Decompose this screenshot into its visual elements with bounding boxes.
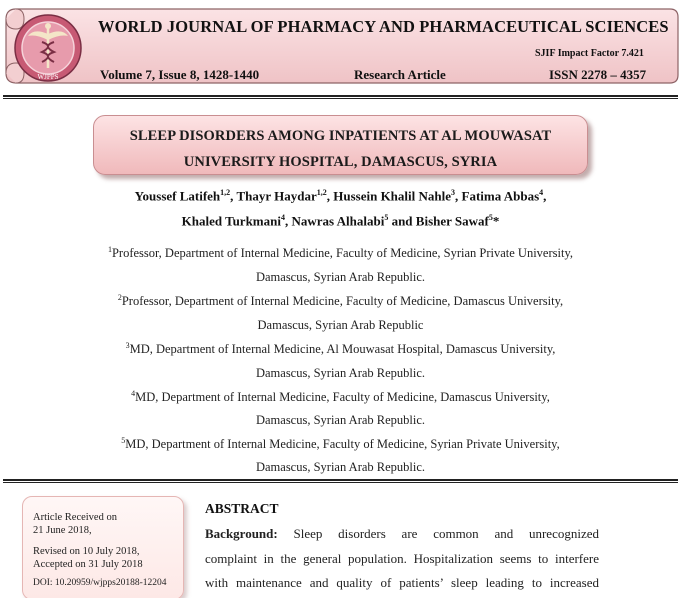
author-separator: and — [388, 213, 416, 229]
affiliation-sup: 2 — [117, 293, 122, 302]
article-type: Research Article — [354, 67, 446, 82]
article-title-box — [93, 115, 588, 175]
author-name: Bisher Sawaf — [415, 213, 489, 229]
article-title-line-1: SLEEP DISORDERS AMONG INPATIENTS AT AL MOUWASAT — [129, 128, 552, 144]
author-name: Nawras Alhalabi — [291, 213, 385, 229]
header-divider — [3, 95, 678, 97]
received-label: Article Received on — [33, 512, 117, 523]
author-separator: * — [492, 213, 500, 229]
author-affil-sup: 3 — [451, 188, 455, 197]
author-line-2 — [0, 213, 681, 229]
author-affil-sup: 1,2 — [220, 188, 231, 197]
journal-header — [2, 5, 679, 86]
author-separator: , — [543, 188, 547, 204]
abstract-line-3: with maintenance and quality of patients’ sleep leading to increased — [205, 575, 599, 590]
affiliation-text: MD, Department of Internal Medicine, Al Mouwasat Hospital, Damascus University, — [129, 342, 556, 357]
affiliation-text: Professor, Department of Internal Medicine, Faculty of Medicine, Syrian Private University, — [111, 246, 574, 261]
header-divider-thin — [3, 98, 678, 99]
author-separator: , — [455, 188, 462, 204]
author-affil-sup: 5 — [384, 213, 389, 222]
article-title-line-2: UNIVERSITY HOSPITAL, DAMASCUS, SYRIA — [183, 154, 498, 170]
author-affil-sup: 4 — [280, 213, 285, 222]
affiliation-1 — [0, 245, 681, 261]
accepted-date: Accepted on 31 July 2018 — [33, 559, 143, 570]
received-date: 21 June 2018, — [33, 525, 92, 536]
author-name: Thayr Haydar — [236, 188, 317, 204]
affiliation-3 — [0, 341, 681, 357]
section-divider — [3, 479, 678, 481]
author-name: Fatima Abbas — [461, 188, 540, 204]
author-affil-sup: 1,2 — [316, 188, 327, 197]
affiliation-4 — [0, 389, 681, 405]
affiliation-sup: 5 — [121, 436, 126, 445]
abstract-line-2: complaint in the general population. Hospitalization seems to interfere — [205, 551, 599, 566]
affiliation-text: MD, Department of Internal Medicine, Faculty of Medicine, Damascus University, — [135, 390, 550, 405]
affiliation-sup: 3 — [125, 341, 130, 350]
affiliation-2 — [0, 293, 681, 309]
affiliation-2-line-2: Damascus, Syrian Arab Republic — [257, 318, 424, 332]
affiliation-1-line-2: Damascus, Syrian Arab Republic. — [255, 270, 426, 284]
section-divider-thin — [3, 482, 678, 483]
author-affil-sup: 4 — [539, 188, 544, 197]
volume-issue-pages: Volume 7, Issue 8, 1428-1440 — [100, 67, 260, 82]
affiliation-sup: 4 — [131, 389, 136, 398]
issn: ISSN 2278 – 4357 — [549, 67, 647, 82]
svg-text:WJPPS: WJPPS — [37, 73, 59, 81]
affiliation-5-line-2: Damascus, Syrian Arab Republic. — [255, 460, 426, 474]
affiliation-5 — [0, 436, 681, 452]
affiliation-text: MD, Department of Internal Medicine, Faculty of Medicine, Syrian Private University, — [125, 437, 560, 452]
author-line-1 — [0, 188, 681, 204]
impact-factor: SJIF Impact Factor 7.421 — [535, 48, 644, 59]
affiliation-4-line-2: Damascus, Syrian Arab Republic. — [255, 413, 426, 427]
author-separator: , — [284, 213, 292, 229]
author-separator: , — [326, 188, 334, 204]
doi-link[interactable]: DOI: 10.20959/wjpps20188-12204 — [33, 578, 167, 588]
caduceus-seal-icon — [12, 12, 84, 84]
author-name: Youssef Latifeh — [134, 188, 221, 204]
author-name: Hussein Khalil Nahle — [333, 188, 451, 204]
background-label: Background: — [205, 526, 278, 541]
affiliation-sup: 1 — [107, 245, 112, 254]
article-info-box — [22, 496, 184, 598]
abstract-text: Sleep disorders are common and unrecognized — [293, 526, 599, 541]
journal-title: WORLD JOURNAL OF PHARMACY AND PHARMACEUTICAL SCIENCES — [98, 17, 669, 36]
affiliation-text: Professor, Department of Internal Medicine, Faculty of Medicine, Damascus University, — [121, 294, 564, 309]
affiliation-3-line-2: Damascus, Syrian Arab Republic. — [255, 366, 426, 380]
abstract-heading: ABSTRACT — [205, 501, 279, 516]
author-separator: , — [230, 188, 237, 204]
revised-date: Revised on 10 July 2018, — [33, 546, 140, 557]
author-name: Khaled Turkmani — [181, 213, 281, 229]
author-affil-sup: 5 — [488, 213, 493, 222]
abstract-line-1 — [205, 526, 599, 542]
